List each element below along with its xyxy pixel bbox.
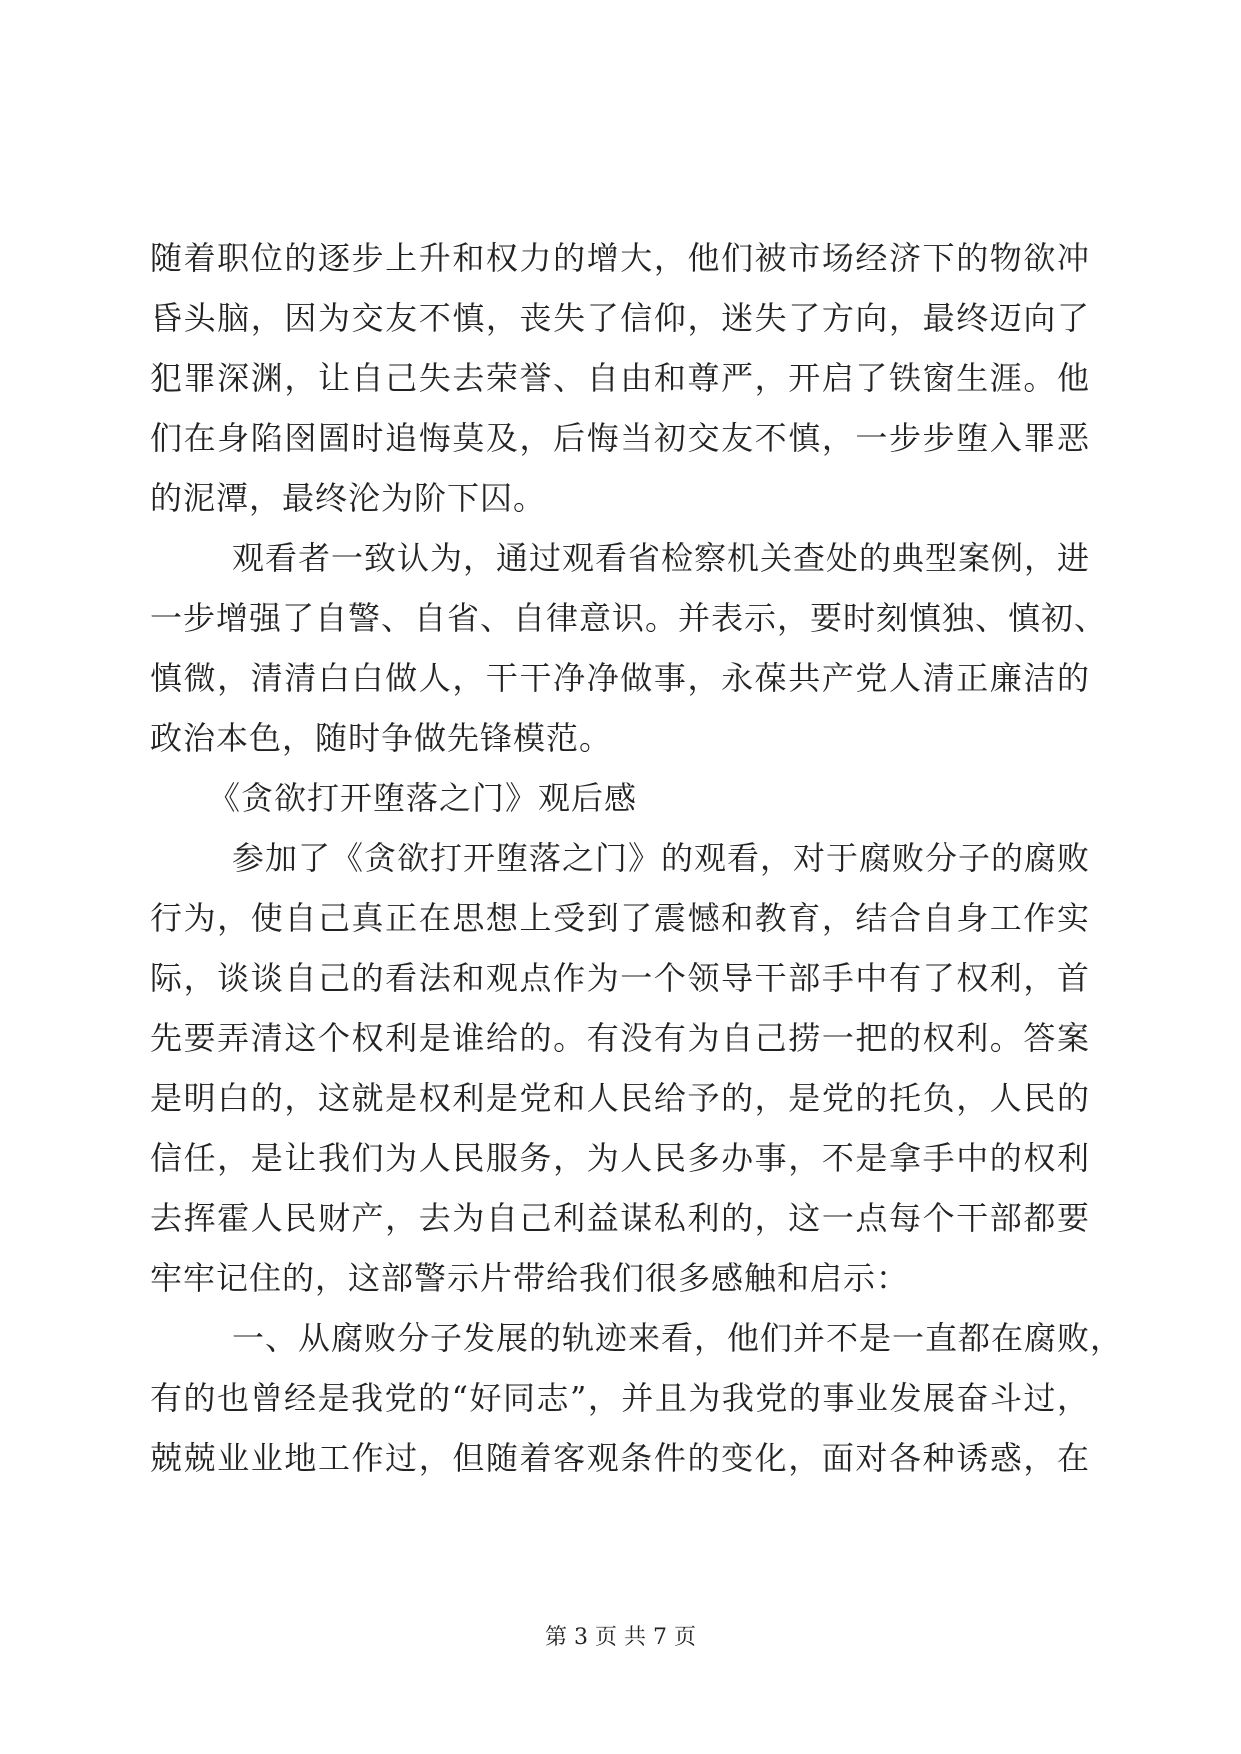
paragraph-line: 的泥潭，最终沦为阶下囚。 xyxy=(150,479,547,517)
paragraph-line: 际，谈谈自己的看法和观点作为一个领导干部手中有了权利，首 xyxy=(150,959,1090,997)
document-body xyxy=(150,228,1124,1488)
paragraph-line: 有的也曾经是我党的“好同志”，并且为我党的事业发展奋斗过， xyxy=(150,1379,1090,1417)
paragraph-line: 观看者一致认为，通过观看省检察机关查处的典型案例，进 xyxy=(232,539,1091,577)
paragraph-line: 行为，使自己真正在思想上受到了震憾和教育，结合自身工作实 xyxy=(150,899,1090,937)
paragraph-line: 们在身陷囹圄时追悔莫及，后悔当初交友不慎，一步步堕入罪恶 xyxy=(150,419,1090,457)
paragraph-line: 犯罪深渊，让自己失去荣誉、自由和尊严，开启了铁窗生涯。他 xyxy=(150,359,1090,397)
paragraph-line: 是明白的，这就是权利是党和人民给予的，是党的托负，人民的 xyxy=(150,1079,1090,1117)
page-number: 第 3 页 共 7 页 xyxy=(545,1625,696,1650)
section-title: 《贪欲打开堕落之门》观后感 xyxy=(208,779,638,817)
paragraph-line: 一、从腐败分子发展的轨迹来看，他们并不是一直都在腐败， xyxy=(232,1319,1124,1357)
paragraph-line: 政治本色，随时争做先锋模范。 xyxy=(150,719,613,757)
paragraph-line: 慎微，清清白白做人，干干净净做事，永葆共产党人清正廉洁的 xyxy=(150,659,1090,697)
paragraph-line: 参加了《贪欲打开堕落之门》的观看，对于腐败分子的腐败 xyxy=(232,839,1091,877)
paragraph-line: 兢兢业业地工作过，但随着客观条件的变化，面对各种诱惑，在 xyxy=(150,1439,1090,1477)
paragraph-line: 先要弄清这个权利是谁给的。有没有为自己捞一把的权利。答案 xyxy=(150,1019,1090,1057)
paragraph-line: 随着职位的逐步上升和权力的增大，他们被市场经济下的物欲冲 xyxy=(150,239,1090,277)
paragraph-line: 去挥霍人民财产，去为自己利益谋私利的，这一点每个干部都要 xyxy=(150,1199,1090,1237)
paragraph-line: 一步增强了自警、自省、自律意识。并表示，要时刻慎独、慎初、 xyxy=(150,599,1108,637)
paragraph-line: 牢牢记住的，这部警示片带给我们很多感触和启示： xyxy=(150,1259,910,1297)
paragraph-line: 昏头脑，因为交友不慎，丧失了信仰，迷失了方向，最终迈向了 xyxy=(150,299,1090,337)
paragraph-line: 信任，是让我们为人民服务，为人民多办事，不是拿手中的权利 xyxy=(150,1139,1090,1177)
